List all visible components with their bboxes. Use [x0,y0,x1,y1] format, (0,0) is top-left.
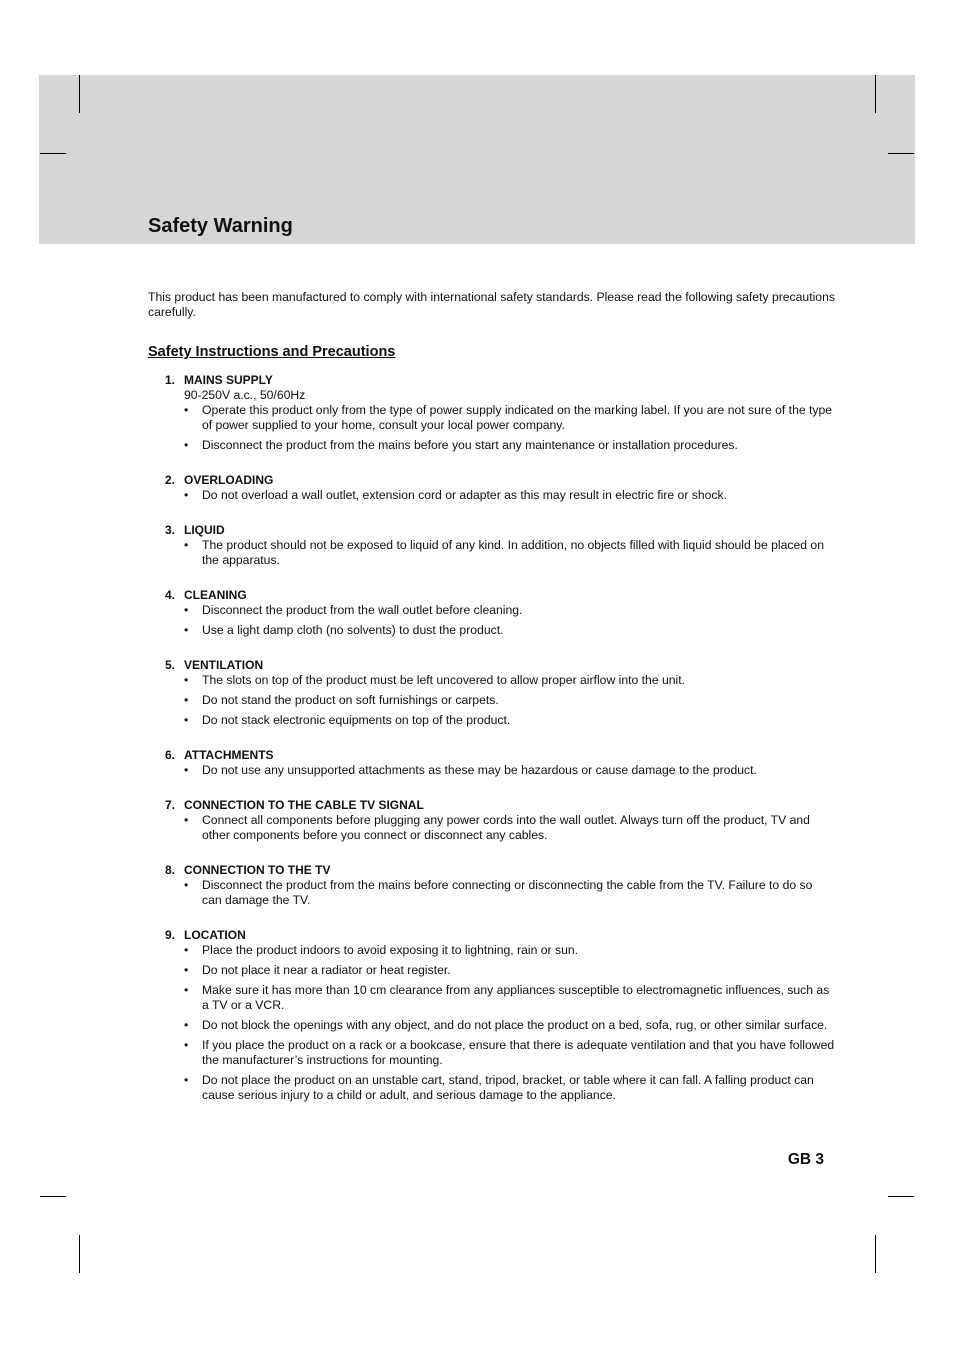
safety-item-number: 7. [165,798,176,812]
bullet-list [165,673,835,728]
bullet-item [165,438,835,453]
bullet-item [165,763,835,778]
bullet-text: The product should not be exposed to liquid of any kind. In addition, no objects filled with liquid should be placed on the apparatus. [202,538,824,567]
safety-item-title: VENTILATION [184,658,264,672]
safety-item-heading [165,523,835,538]
bullet-mark: • [184,488,189,502]
bullet-mark: • [184,623,189,637]
safety-item-heading [165,473,835,488]
safety-item-number: 5. [165,658,176,672]
crop-mark-top-left-vertical [79,75,80,113]
bullet-item [165,1038,835,1068]
safety-item [165,588,835,638]
safety-item-number: 4. [165,588,176,602]
bullet-list [165,878,835,908]
bullet-item [165,983,835,1013]
bullet-item [165,878,835,908]
bullet-item [165,813,835,843]
bullet-text: Disconnect the product from the mains before connecting or disconnecting the cable from the TV. Failure to do so can damage the TV. [202,878,813,907]
safety-item-number: 3. [165,523,176,537]
safety-item-heading [165,748,835,763]
bullet-item [165,538,835,568]
bullet-mark: • [184,1018,189,1032]
bullet-text: The slots on top of the product must be left uncovered to allow proper airflow into the unit. [202,673,686,687]
intro-paragraph: This product has been manufactured to comply with international safety standards. Please read the following safety precautions carefully. [148,290,835,319]
bullet-list [165,813,835,843]
safety-item-title: CLEANING [184,588,247,602]
section-heading: Safety Instructions and Precautions [148,344,396,360]
safety-item-title: ATTACHMENTS [184,748,274,762]
safety-item-number: 6. [165,748,176,762]
safety-item [165,373,835,453]
safety-item-heading [165,658,835,673]
safety-item-subline: 90-250V a.c., 50/60Hz [184,388,306,402]
safety-item-heading [165,928,835,943]
bullet-item [165,943,835,958]
safety-item-title: CONNECTION TO THE CABLE TV SIGNAL [184,798,424,812]
safety-item [165,928,835,1103]
bullet-mark: • [184,673,189,687]
safety-item-number: 8. [165,863,176,877]
safety-item-number: 2. [165,473,176,487]
bullet-item [165,673,835,688]
safety-item [165,798,835,843]
bullet-text: Do not stand the product on soft furnishings or carpets. [202,693,499,707]
safety-item-heading [165,588,835,603]
bullet-mark: • [184,963,189,977]
safety-item-title: CONNECTION TO THE TV [184,863,331,877]
bullet-mark: • [184,943,189,957]
safety-item-heading [165,798,835,813]
bullet-mark: • [184,603,189,617]
safety-item [165,658,835,728]
bullet-item [165,713,835,728]
bullet-item [165,1073,835,1103]
bullet-mark: • [184,438,189,452]
bullet-text: Place the product indoors to avoid exposing it to lightning, rain or sun. [202,943,579,957]
safety-item [165,863,835,908]
bullet-text: Do not use any unsupported attachments as these may be hazardous or cause damage to the product. [202,763,757,777]
bullet-list [165,943,835,1103]
safety-item [165,748,835,778]
safety-item-title: LIQUID [184,523,225,537]
page-number: GB 3 [787,1151,824,1168]
bullet-list [165,403,835,453]
bullet-item [165,603,835,618]
bullet-list [165,538,835,568]
bullet-list [165,488,835,503]
bullet-mark: • [184,538,189,552]
safety-item-heading [165,373,835,388]
crop-mark-bottom-left-horizontal [40,1196,66,1197]
bullet-item [165,623,835,638]
bullet-text: Connect all components before plugging any power cords into the wall outlet. Always turn off the product, TV and other components before you connect or disconnect any cables. [202,813,810,842]
bullet-text: Make sure it has more than 10 cm clearance from any appliances susceptible to electromagnetic influences, such as a TV or a VCR. [202,983,830,1012]
bullet-item [165,403,835,433]
bullet-mark: • [184,983,189,997]
safety-item [165,523,835,568]
bullet-item [165,488,835,503]
bullet-text: Disconnect the product from the mains before you start any maintenance or installation procedures. [202,438,738,452]
bullet-text: Do not place the product on an unstable cart, stand, tripod, bracket, or table where it can fall. A falling product can cause serious injury to a child or adult, and serious damage to the appliance. [202,1073,814,1102]
bullet-item [165,963,835,978]
bullet-text: If you place the product on a rack or a bookcase, ensure that there is adequate ventilation and that you have followed the manufacturer’s instructions for mounting. [202,1038,835,1067]
bullet-text: Do not block the openings with any object, and do not place the product on a bed, sofa, rug, or other similar surface. [202,1018,828,1032]
bullet-text: Do not place it near a radiator or heat register. [202,963,451,977]
safety-item-title: OVERLOADING [184,473,274,487]
crop-mark-top-right-vertical [875,75,876,113]
bullet-text: Use a light damp cloth (no solvents) to dust the product. [202,623,504,637]
bullet-mark: • [184,713,189,727]
safety-item-heading [165,863,835,878]
safety-item-title: MAINS SUPPLY [184,373,273,387]
bullet-mark: • [184,813,189,827]
crop-mark-bottom-right-horizontal [888,1196,914,1197]
bullet-list [165,603,835,638]
bullet-item [165,1018,835,1033]
crop-mark-top-left-horizontal [40,153,66,154]
page-title: Safety Warning [148,215,293,237]
safety-items-list [165,373,835,1123]
bullet-text: Operate this product only from the type of power supply indicated on the marking label. If you are not sure of the type of power supplied to your home, consult your local power company. [202,403,833,432]
safety-item-title: LOCATION [184,928,246,942]
bullet-text: Do not stack electronic equipments on top of the product. [202,713,511,727]
bullet-mark: • [184,403,189,417]
bullet-mark: • [184,1073,189,1087]
bullet-list [165,763,835,778]
bullet-mark: • [184,1038,189,1052]
bullet-mark: • [184,878,189,892]
safety-item [165,473,835,503]
bullet-mark: • [184,693,189,707]
crop-mark-bottom-right-vertical [875,1235,876,1273]
bullet-text: Do not overload a wall outlet, extension cord or adapter as this may result in electric fire or shock. [202,488,727,502]
bullet-item [165,693,835,708]
safety-item-number: 9. [165,928,176,942]
bullet-text: Disconnect the product from the wall outlet before cleaning. [202,603,523,617]
crop-mark-top-right-horizontal [888,153,914,154]
crop-mark-bottom-left-vertical [79,1235,80,1273]
safety-item-number: 1. [165,373,176,387]
bullet-mark: • [184,763,189,777]
